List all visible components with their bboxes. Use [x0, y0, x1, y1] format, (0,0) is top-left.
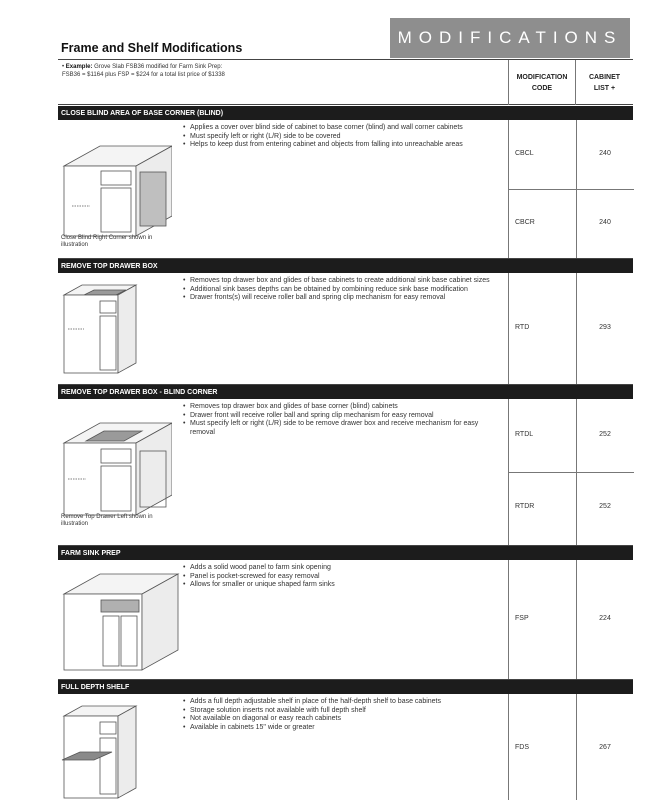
- section-title: REMOVE TOP DRAWER BOX: [58, 259, 633, 273]
- modification-code: FDS: [515, 744, 529, 751]
- table-row: [509, 189, 634, 258]
- bullet-list: [183, 564, 503, 590]
- bullet-item: • Must specify left or right (L/R) side to be remove drawer box and receive mechanism for easy removal: [183, 420, 503, 437]
- illustration-caption: Remove Top Drawer Left shown in illustration: [61, 514, 153, 527]
- example-text-2: FSB36 = $1164 plus FSP = $224 for a total list price of $1338: [62, 72, 225, 78]
- modification-code: RTDR: [515, 503, 535, 510]
- code-price-cell: [508, 399, 633, 545]
- illustration-caption: Close Blind Right Corner shown in illustration: [61, 235, 153, 248]
- code-price-cell: [508, 273, 633, 384]
- modification-code-header: [508, 60, 575, 105]
- section-farm-sink-prep: [58, 546, 633, 680]
- section-title: FULL DEPTH SHELF: [58, 680, 633, 694]
- bullet-item: • Additional sink bases depths can be obtained by combining reduce sink base modification: [183, 286, 503, 295]
- bullet-item: • Adds a solid wood panel to farm sink opening: [183, 564, 503, 573]
- cabinet-list-price: 267: [599, 744, 611, 751]
- bullet-list: [183, 403, 503, 437]
- code-price-cell: [508, 560, 633, 679]
- section-remove-top-drawer: [58, 259, 633, 385]
- modifications-banner: MODIFICATIONS: [390, 18, 630, 58]
- modification-code: RTDL: [515, 431, 534, 438]
- bullet-item: • Allows for smaller or unique shaped farm sinks: [183, 581, 503, 590]
- cabinet-list-header: [575, 60, 633, 105]
- table-row: [509, 694, 634, 800]
- section-remove-top-drawer-blind: [58, 385, 633, 546]
- cabinet-list-price: 224: [599, 615, 611, 622]
- blind-corner-cabinet-illustration: [60, 126, 172, 238]
- modification-code: FSP: [515, 615, 529, 622]
- section-title: REMOVE TOP DRAWER BOX - BLIND CORNER: [58, 385, 633, 399]
- code-header-line-1: MODIFICATION: [516, 73, 568, 81]
- modification-code: RTD: [515, 324, 530, 331]
- page-title: Frame and Shelf Modifications: [61, 41, 243, 55]
- bullet-item: • Not available on diagonal or easy reach cabinets: [183, 715, 503, 724]
- example-label: Example:: [65, 64, 93, 70]
- table-row: [509, 273, 634, 384]
- cabinet-list-price: 240: [599, 219, 611, 226]
- cabinet-list-price: 240: [599, 150, 611, 157]
- bullet-list: [183, 698, 503, 732]
- code-price-cell: [508, 694, 633, 800]
- table-row: [509, 399, 634, 472]
- full-depth-shelf-illustration: [60, 700, 140, 800]
- section-full-depth-shelf: [58, 680, 633, 800]
- bullet-item: • Removes top drawer box and glides of base corner (blind) cabinets: [183, 403, 503, 412]
- code-header-line-2: CODE: [531, 84, 553, 92]
- list-header-line-2: LIST +: [593, 84, 616, 92]
- bullet-item: • Panel is pocket-screwed for easy removal: [183, 573, 503, 582]
- cabinet-list-price: 252: [599, 431, 611, 438]
- base-cabinet-illustration: [60, 279, 140, 377]
- modification-code: CBCR: [515, 219, 535, 226]
- bullet-item: • Removes top drawer box and glides of base cabinets to create additional sink base cabinet sizes: [183, 277, 503, 286]
- table-row: [509, 560, 634, 679]
- cabinet-list-price: 293: [599, 324, 611, 331]
- table-header-row: [58, 59, 633, 105]
- bullet-item: • Drawer fronts(s) will receive roller ball and spring clip mechanism for easy removal: [183, 294, 503, 303]
- section-title: CLOSE BLIND AREA OF BASE CORNER (BLIND): [58, 106, 633, 120]
- list-header-line-1: CABINET: [588, 73, 621, 81]
- cabinet-list-price: 252: [599, 503, 611, 510]
- blind-corner-drawer-illustration: [60, 407, 172, 519]
- example-note: • Example: Grove Slab FSB36 modified for Farm Sink Prep: FSB36 = $1164 plus FSP = $224 for a total list price of $1338: [62, 64, 225, 78]
- section-close-blind: [58, 106, 633, 259]
- farm-sink-cabinet-illustration: [60, 566, 182, 674]
- bullet-item: • Storage solution inserts not available with full depth shelf: [183, 707, 503, 716]
- bullet-item: • Must specify left or right (L/R) side to be covered: [183, 133, 503, 142]
- modification-code: CBCL: [515, 150, 534, 157]
- bullet-list: [183, 277, 503, 303]
- bullet-item: • Drawer front will receive roller ball and spring clip mechanism for easy removal: [183, 412, 503, 421]
- code-price-cell: [508, 120, 633, 258]
- bullet-item: • Applies a cover over blind side of cabinet to base corner (blind) and wall corner cabinets: [183, 124, 503, 133]
- bullet-list: [183, 124, 503, 150]
- section-title: FARM SINK PREP: [58, 546, 633, 560]
- table-row: [509, 120, 634, 189]
- bullet-item: • Helps to keep dust from entering cabinet and objects from falling into unreachable areas: [183, 141, 503, 150]
- table-row: [509, 472, 634, 545]
- example-text-1: Grove Slab FSB36 modified for Farm Sink Prep:: [94, 64, 223, 70]
- bullet-item: • Available in cabinets 15" wide or greater: [183, 724, 503, 733]
- bullet-item: • Adds a full depth adjustable shelf in place of the half-depth shelf to base cabinets: [183, 698, 503, 707]
